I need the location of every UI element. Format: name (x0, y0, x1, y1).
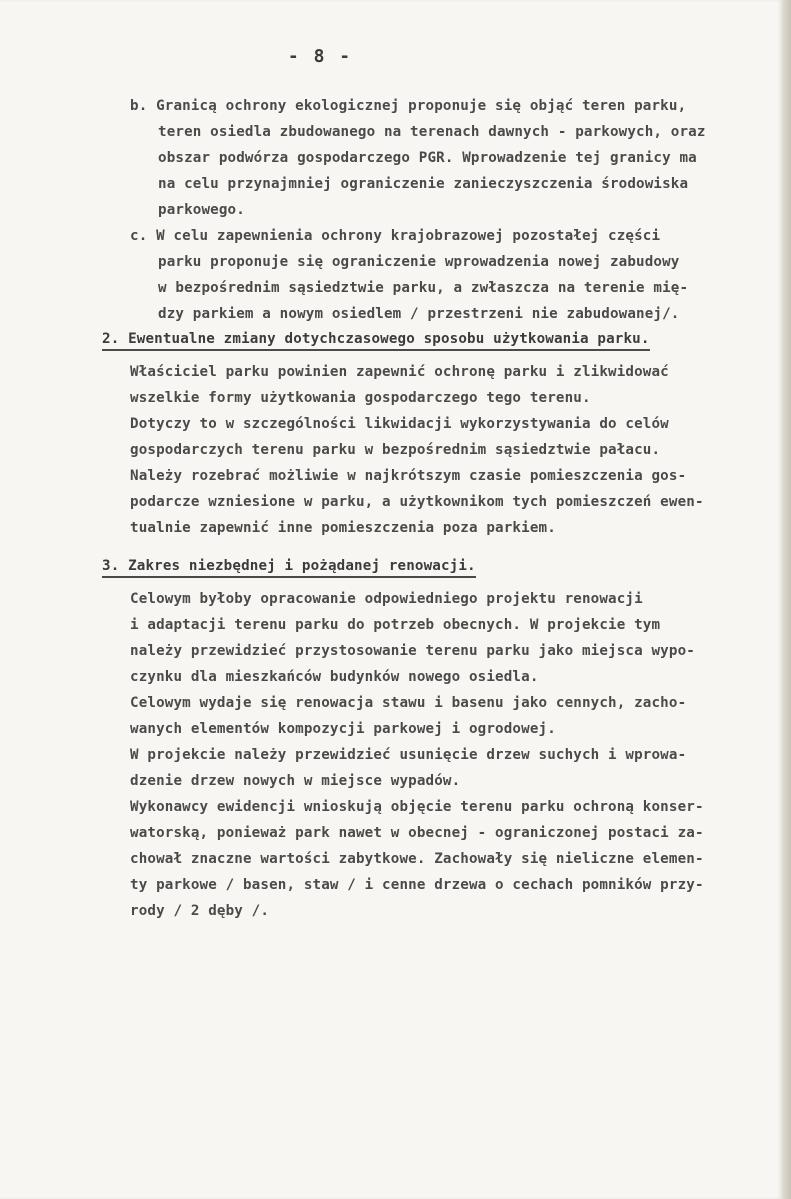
section-b-line: na celu przynajmniej ograniczenie zanieczyszczenia środowiska (158, 176, 689, 192)
section-3-line: chował znaczne wartości zabytkowe. Zachowały się nieliczne elemen- (130, 851, 704, 867)
section-3-line: rody / 2 dęby /. (130, 903, 270, 919)
section-b-line: obszar podwórza gospodarczego PGR. Wprowadzenie tej granicy ma (158, 150, 697, 166)
section-3-line: W projekcie należy przewidzieć usunięcie drzew suchych i wprowa- (130, 747, 687, 763)
section-2-line: gospodarczych terenu parku w bezpośrednim sąsiedztwie pałacu. (130, 442, 661, 458)
section-3-line: i adaptacji terenu parku do potrzeb obecnych. W projekcie tym (130, 617, 661, 633)
section-c-line: w bezpośrednim sąsiedztwie parku, a zwłaszcza na terenie mię- (158, 280, 689, 296)
section-3-line: watorską, ponieważ park nawet w obecnej - ograniczonej postaci za- (130, 825, 704, 841)
section-2-line: podarcze wzniesione w parku, a użytkownikom tych pomieszczeń ewen- (130, 494, 704, 510)
section-b-line: b. Granicą ochrony ekologicznej proponuje się objąć teren parku, (130, 98, 687, 114)
section-2-line: tualnie zapewnić inne pomieszczenia poza parkiem. (130, 520, 556, 536)
section-3-line: wanych elementów kompozycji parkowej i ogrodowej. (130, 721, 556, 737)
section-3-line: czynku dla mieszkańców budynków nowego osiedla. (130, 669, 539, 685)
section-2-line: wszelkie formy użytkowania gospodarczego tego terenu. (130, 390, 591, 406)
section-3-line: należy przewidzieć przystosowanie terenu parku jako miejsca wypo- (130, 643, 695, 659)
section-3-line: ty parkowe / basen, staw / i cenne drzewa o cechach pomników przy- (130, 877, 704, 893)
section-c-line: c. W celu zapewnienia ochrony krajobrazowej pozostałej części (130, 228, 661, 244)
section-2-heading: 2. Ewentualne zmiany dotychczasowego sposobu użytkowania parku. (102, 330, 650, 351)
section-2-line: Należy rozebrać możliwie w najkrótszym czasie pomieszczenia gos- (130, 468, 687, 484)
section-3-heading: 3. Zakres niezbędnej i pożądanej renowacji. (102, 557, 476, 578)
page-edge-shadow (782, 0, 791, 1199)
section-3-line: Celowym byłoby opracowanie odpowiedniego projektu renowacji (130, 591, 643, 607)
section-3-line: Wykonawcy ewidencji wnioskują objęcie terenu parku ochroną konser- (130, 799, 704, 815)
section-3-line: dzenie drzew nowych w miejsce wypadów. (130, 773, 461, 789)
section-c-line: parku proponuje się ograniczenie wprowadzenia nowej zabudowy (158, 254, 680, 270)
section-3-line: Celowym wydaje się renowacja stawu i basenu jako cennych, zacho- (130, 695, 687, 711)
section-c-line: dzy parkiem a nowym osiedlem / przestrzeni nie zabudowanej/. (158, 306, 680, 322)
section-b-line: teren osiedla zbudowanego na terenach dawnych - parkowych, oraz (158, 124, 706, 140)
page-number: - 8 - (287, 46, 353, 67)
section-2-line: Dotyczy to w szczególności likwidacji wykorzystywania do celów (130, 416, 669, 432)
section-2-line: Właściciel parku powinien zapewnić ochronę parku i zlikwidować (130, 364, 669, 380)
section-b-line: parkowego. (158, 202, 245, 218)
